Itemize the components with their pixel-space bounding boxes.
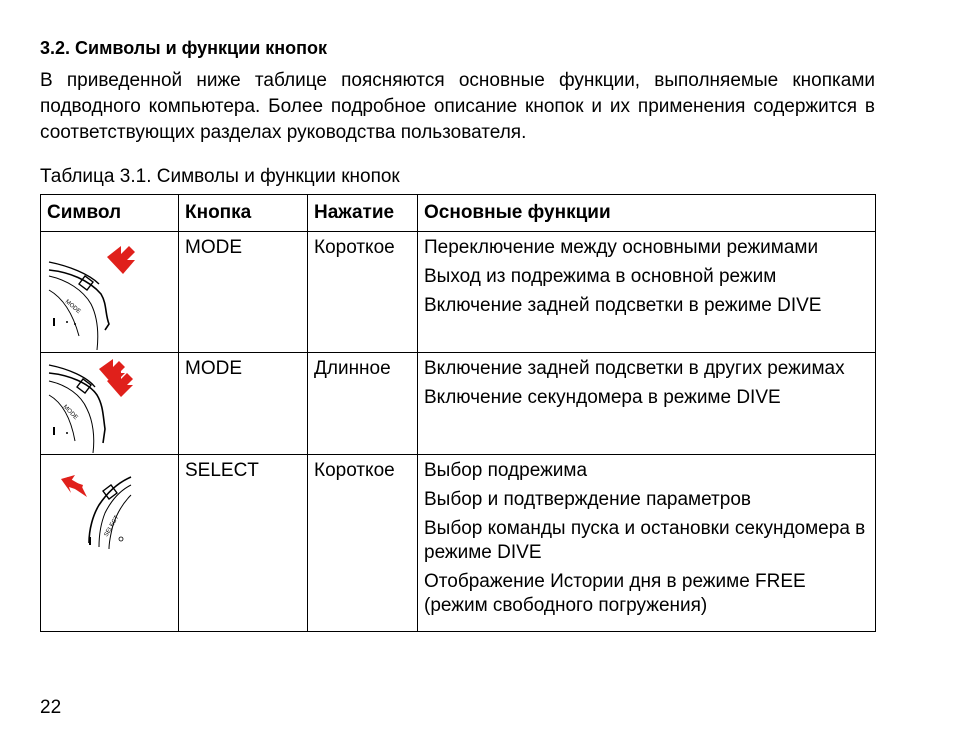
header-symbol: Символ: [41, 195, 179, 232]
press-cell: Короткое: [308, 232, 418, 353]
table-header-row: [41, 195, 876, 232]
function-item: Выход из подрежима в основной режим: [424, 266, 777, 287]
mode-button-long-icon: [47, 353, 184, 453]
page-number: 22: [40, 697, 62, 718]
button-cell: MODE: [179, 232, 308, 353]
functions-cell: [418, 232, 876, 353]
function-item: Отображение Истории дня в режиме FREE (режим свободного погружения): [424, 571, 806, 616]
table-row: [41, 232, 876, 353]
header-functions: Основные функции: [418, 195, 876, 232]
function-item: Выбор подрежима: [424, 460, 588, 481]
symbol-cell: [41, 232, 179, 353]
function-item: Выбор и подтверждение параметров: [424, 489, 751, 510]
intro-paragraph: В приведенной ниже таблице поясняются основные функции, выполняемые кнопками подводного компьютера. Более подробное описание кнопок и их применения содержится в соответствующих разделах руководства пользователя.: [40, 70, 875, 143]
function-item: Включение секундомера в режиме DIVE: [424, 387, 781, 408]
header-button: Кнопка: [179, 195, 308, 232]
functions-cell: [418, 455, 876, 632]
table-row: [41, 455, 876, 632]
function-item: Включение задней подсветки в режиме DIVE: [424, 295, 822, 316]
functions-cell: [418, 353, 876, 455]
button-cell: MODE: [179, 353, 308, 455]
function-item: Выбор команды пуска и остановки секундомера в режиме DIVE: [424, 518, 866, 563]
table-caption: Таблица 3.1. Символы и функции кнопок: [40, 166, 400, 187]
press-cell: Длинное: [308, 353, 418, 455]
table-row: [41, 353, 876, 455]
button-cell: SELECT: [179, 455, 308, 632]
header-press: Нажатие: [308, 195, 418, 232]
button-functions-table: [40, 194, 876, 632]
symbol-cell: [41, 353, 179, 455]
select-button-short-icon: [47, 455, 184, 555]
section-title: 3.2. Символы и функции кнопок: [40, 38, 328, 58]
symbol-cell: [41, 455, 179, 632]
function-item: Включение задней подсветки в других режимах: [424, 358, 845, 379]
select-icon-label: SELECT: [103, 514, 121, 538]
mode-icon-label: MODE: [61, 404, 79, 422]
mode-icon-label: MODE: [63, 298, 82, 316]
press-cell: Короткое: [308, 455, 418, 632]
mode-button-short-icon: [47, 232, 184, 350]
function-item: Переключение между основными режимами: [424, 237, 819, 258]
